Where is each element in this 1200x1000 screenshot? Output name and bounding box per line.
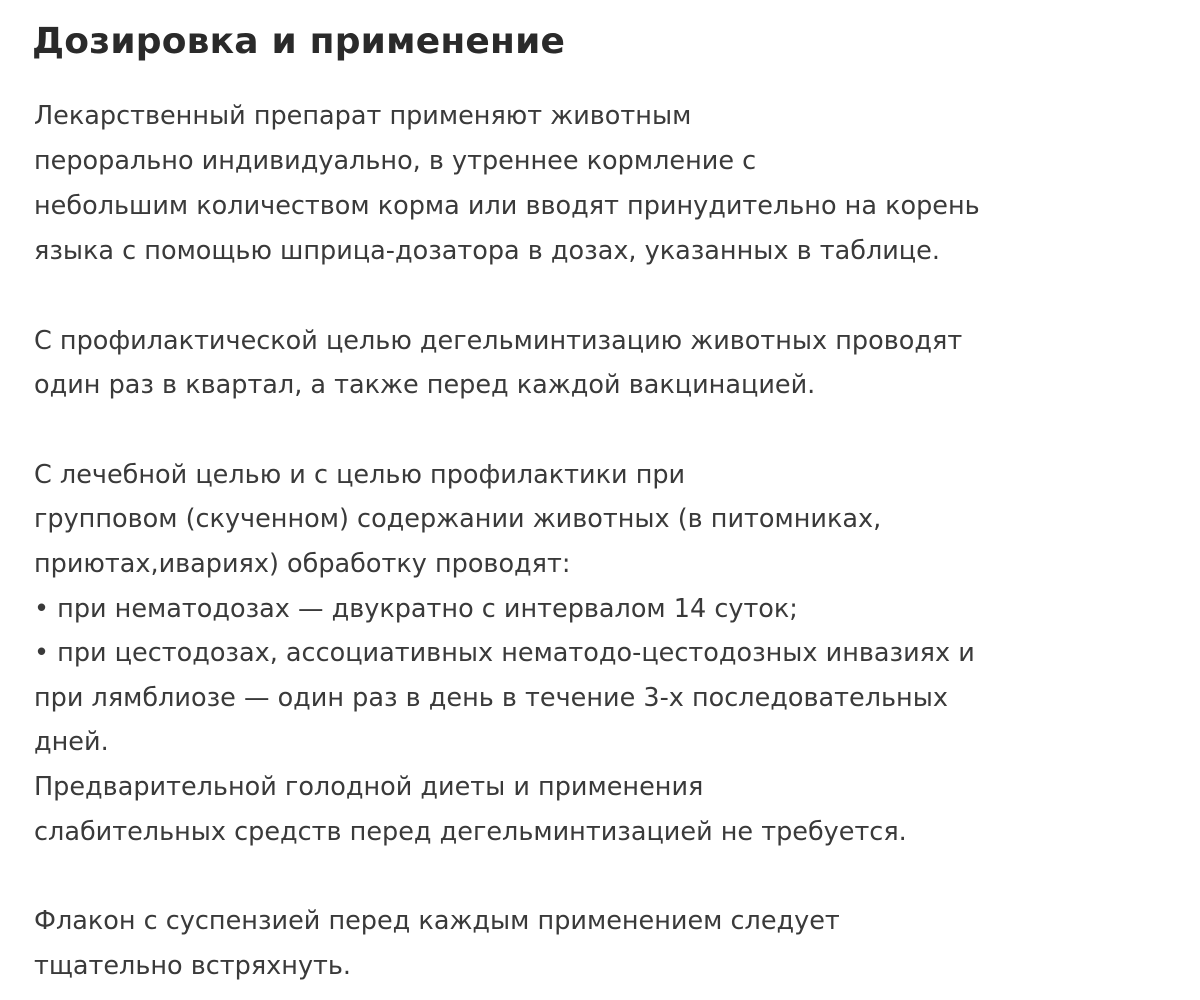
bullet-item-cestodes: • при цестодозах, ассоциативных нематодо-цестодозных инвазиях и: [34, 638, 975, 668]
paragraph-3-line-3: приютах,ивариях) обработку проводят:: [34, 549, 571, 579]
paragraph-1-line-4: языка с помощью шприца-дозатора в дозах, указанных в таблице.: [34, 236, 940, 266]
paragraph-3-line-7: дней.: [34, 727, 109, 757]
paragraph-2-line-1: С профилактической целью дегельминтизацию животных проводят: [34, 326, 963, 356]
paragraph-3-line-2: групповом (скученном) содержании животных (в питомниках,: [34, 504, 882, 534]
page-title: Дозировка и применение: [32, 21, 566, 62]
paragraph-3-line-9: слабительных средств перед дегельминтизацией не требуется.: [34, 817, 907, 847]
paragraph-3-line-8: Предварительной голодной диеты и применения: [34, 772, 704, 802]
paragraph-4-line-1: Флакон с суспензией перед каждым применением следует: [34, 906, 840, 936]
paragraph-1-line-3: небольшим количеством корма или вводят принудительно на корень: [34, 191, 980, 221]
paragraph-1-line-1: Лекарственный препарат применяют животным: [34, 101, 692, 131]
paragraph-1-line-2: перорально индивидуально, в утреннее кормление с: [34, 146, 757, 176]
paragraph-3-line-6: при лямблиозе — один раз в день в течение 3-х последовательных: [34, 683, 948, 713]
bullet-item-nematodes: • при нематодозах — двукратно с интервалом 14 суток;: [34, 594, 798, 624]
paragraph-3-line-1: С лечебной целью и с целью профилактики при: [34, 460, 686, 490]
paragraph-4-line-2: тщательно встряхнуть.: [34, 951, 352, 981]
paragraph-2-line-2: один раз в квартал, а также перед каждой вакцинацией.: [34, 370, 816, 400]
